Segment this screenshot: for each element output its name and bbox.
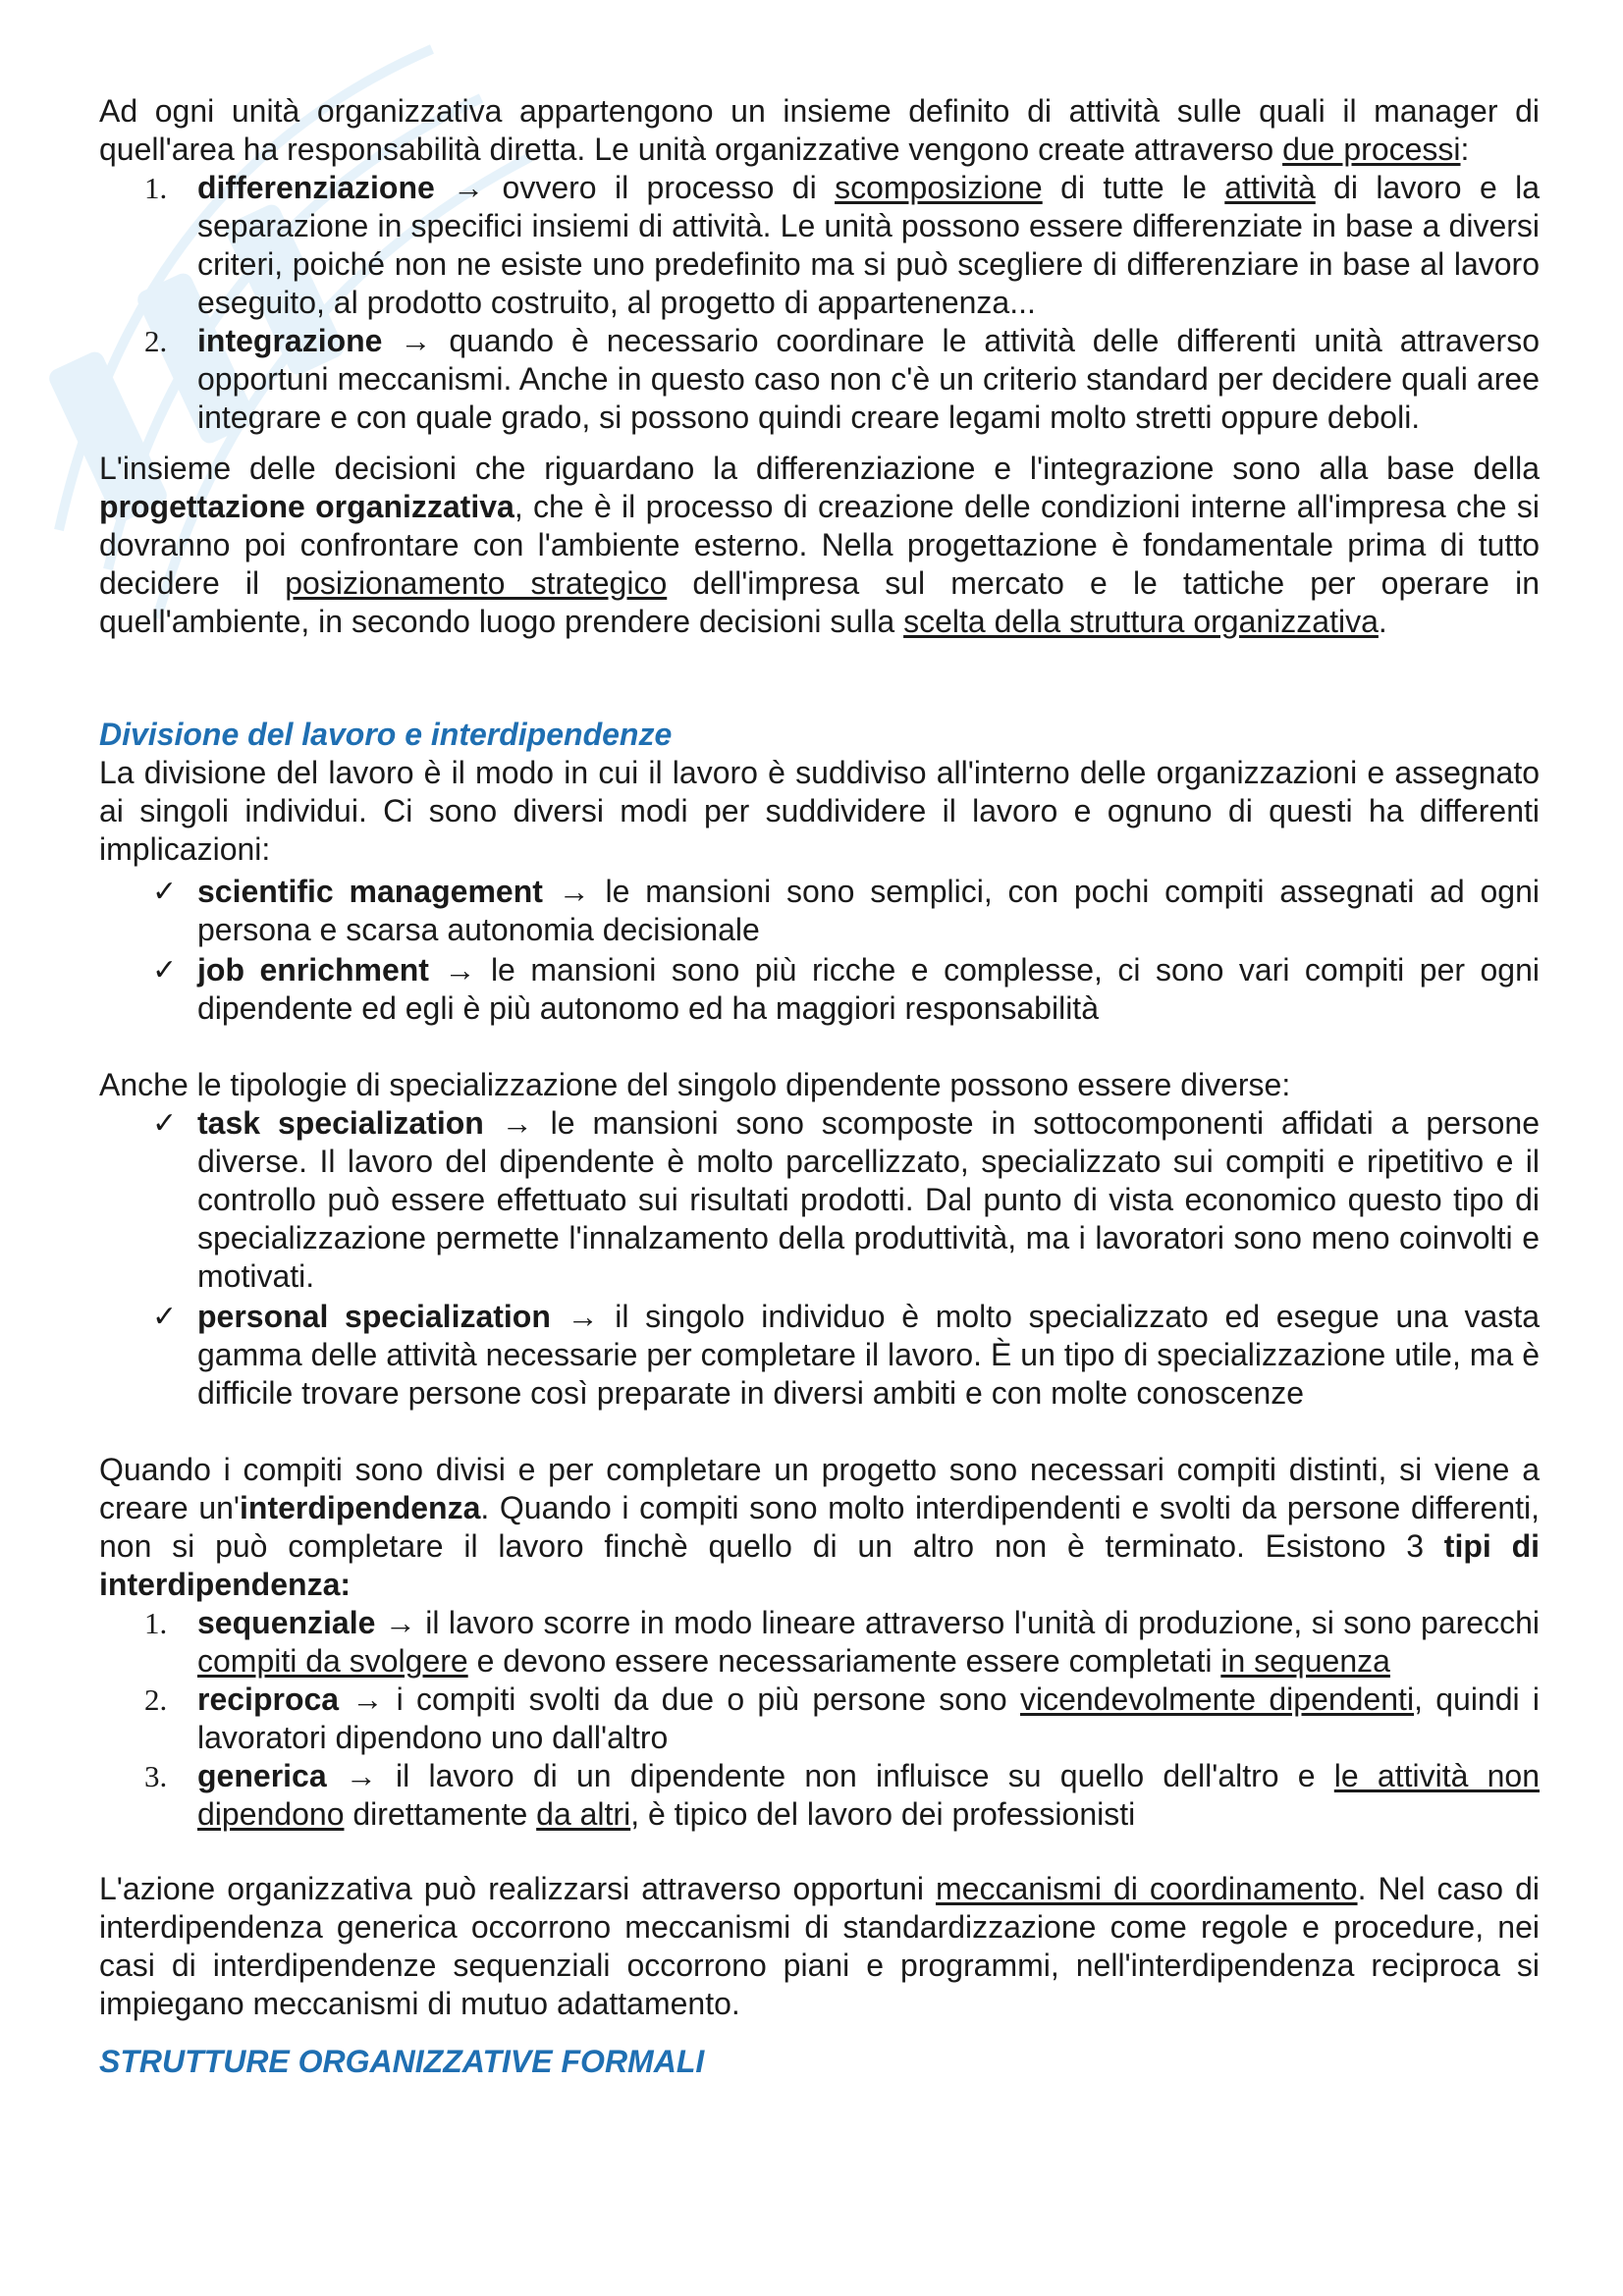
list-item: 2. reciproca → i compiti svolti da due o più persone sono vicendevolmente dipendenti, quindi i lavoratori dipendono uno dall'altro — [144, 1682, 1541, 1755]
check-icon: ✓ — [152, 953, 178, 988]
section-heading: STRUTTURE ORGANIZZATIVE FORMALI — [99, 2044, 705, 2079]
design-paragraph: L'insieme delle decisioni che riguardano la differenziazione e l'integrazione sono alla base della progettazione organizzativa, che è il processo di creazione delle condizioni interne all'impresa che si dovranno poi confrontare con l'ambiente esterno. Nella progettazione è fondamentale prima di tutto decidere il posizionamento strategico dell'impresa sul mercato e le tattiche per operare in quell'ambiente, in secondo luogo prendere decisioni sulla scelta della struttura organizzativa. — [99, 451, 1541, 639]
coordination-paragraph: L'azione organizzativa può realizzarsi attraverso opportuni meccanismi di coordinamento. Nel caso di interdipendenza generica occorrono meccanismi di standardizzazione come regole e procedure, nei casi di interdipendenze sequenziali occorrono piani e programmi, nell'interdipendenza reciproca si impiegano meccanismi di mutuo adattamento. — [99, 1871, 1541, 2021]
list-item: 2. integrazione → quando è necessario coordinare le attività delle differenti unità attraverso opportuni meccanismi. Anche in questo caso non c'è un criterio standard per decidere quali aree integrare e con quale grado, si possono quindi creare legami molto stretti oppure deboli. — [144, 323, 1540, 435]
specialization-paragraph: Anche le tipologie di specializzazione del singolo dipendente possono essere diverse: — [99, 1067, 1291, 1102]
list-item: 1. sequenziale → il lavoro scorre in modo lineare attraverso l'unità di produzione, si sono parecchi compiti da svolgere e devono essere necessariamente essere completati in sequenza — [144, 1605, 1540, 1679]
check-icon: ✓ — [152, 1106, 178, 1141]
process-list — [99, 169, 1540, 437]
division-paragraph: La divisione del lavoro è il modo in cui il lavoro è suddiviso all'interno delle organizzazioni e assegnato ai singoli individui. Ci sono diversi modi per suddividere il lavoro e ognuno di questi ha differenti implicazioni: — [99, 755, 1540, 867]
list-item: 1. differenziazione → ovvero il processo di scomposizione di tutte le attività di lavoro e la separazione in specifici insiemi di attività. Le unità possono essere differenziate in base a diversi criteri, poiché non ne esiste uno predefinito ma si può scegliere di differenziare in base al lavoro eseguito, al prodotto costruito, al progetto di appartenenza... — [144, 170, 1541, 320]
intro-paragraph: Ad ogni unità organizzativa appartengono un insieme definito di attività sulle quali il manager di quell'area ha responsabilità diretta. Le unità organizzative vengono create attraverso due processi: — [99, 93, 1540, 167]
list-item: ✓ personal specialization → il singolo individuo è molto specializzato ed esegue una vasta gamma delle attività necessarie per completare il lavoro. È un tipo di specializzazione utile, ma è difficile trovare persone così preparate in diversi ambiti e con molte conoscenze — [152, 1299, 1541, 1411]
list-item: ✓ scientific management → le mansioni sono semplici, con pochi compiti assegnati ad ogni persona e scarsa autonomia decisionale — [152, 874, 1541, 947]
check-icon: ✓ — [152, 875, 178, 909]
section-heading: Divisione del lavoro e interdipendenze — [99, 717, 673, 752]
list-item: 3. generica → il lavoro di un dipendente non influisce su quello dell'altro e le attività non dipendono direttamente da altri, è tipico del lavoro dei professionisti — [144, 1758, 1541, 1832]
list-item: ✓ task specialization → le mansioni sono scomposte in sottocomponenti affidati a persone diverse. Il lavoro del dipendente è molto parcellizzato, specializzato sui compiti e ripetitivo e il controllo può essere effettuato sui risultati prodotti. Dal punto di vista economico questo tipo di specializzazione permette l'innalzamento della produttività, ma i lavoratori sono meno coinvolti e motivati. — [152, 1105, 1541, 1294]
interdependence-paragraph: Quando i compiti sono divisi e per completare un progetto sono necessari compiti distinti, si viene a creare un'interdipendenza. Quando i compiti sono molto interdipendenti e svolti da persone differenti, non si può completare il lavoro finchè quello di un altro non è terminato. Esistono 3 tipi di interdipendenza: — [99, 1452, 1541, 1602]
specialization-list — [99, 1104, 1540, 1413]
document-page — [99, 92, 1540, 2081]
work-division-list — [99, 873, 1540, 1028]
check-icon: ✓ — [152, 1300, 178, 1334]
interdependence-types-list — [99, 1604, 1540, 1834]
list-item: ✓ job enrichment → le mansioni sono più ricche e complesse, ci sono vari compiti per ogni dipendente ed egli è più autonomo ed ha maggiori responsabilità — [152, 952, 1541, 1026]
